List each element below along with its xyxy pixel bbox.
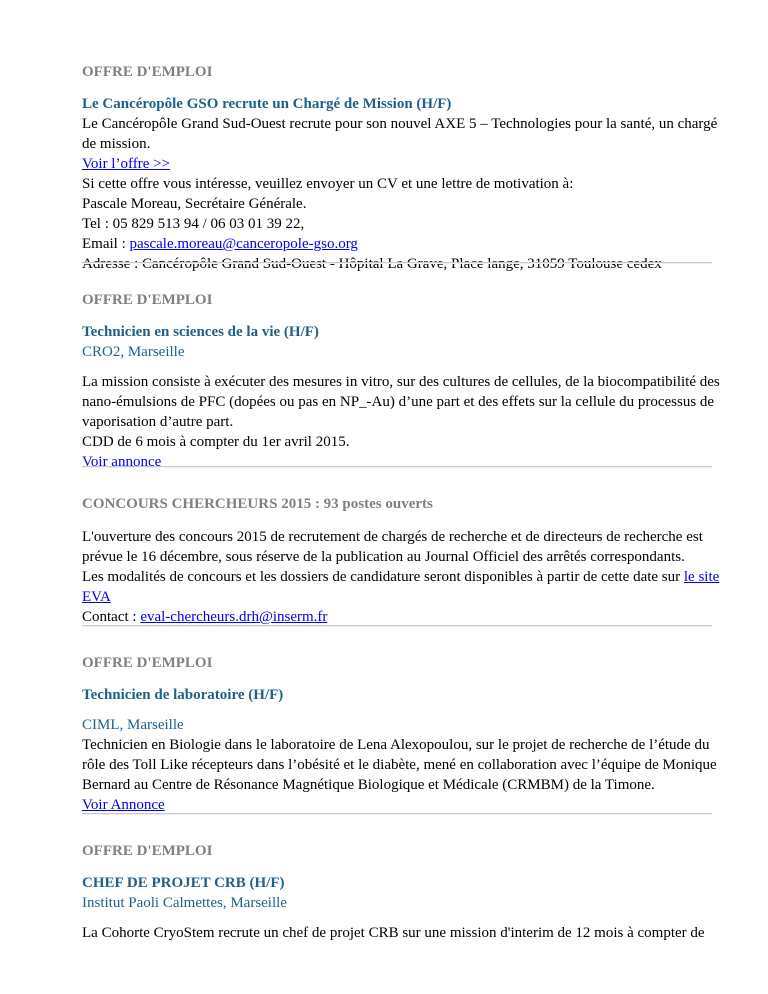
eva-site-link-cont[interactable]: EVA [82,589,111,605]
divider [82,262,712,264]
contact-intro: Si cette offre vous intéresse, veuillez envoyer un CV et une lettre de motivation à: [82,176,574,192]
job-organization: CRO2, Marseille [82,344,185,360]
concours-modalities: Les modalités de concours et les dossiers de candidature seront disponibles à partir de cette date sur [82,569,684,585]
email-label: Email : [82,236,130,252]
section-heading: OFFRE D'EMPLOI [82,64,213,80]
job-title: Technicien de laboratoire (H/F) [82,687,284,703]
contact-name: Pascale Moreau, Secrétaire Générale. [82,196,307,212]
divider [82,466,712,468]
job-description-cont: Bernard au Centre de Résonance Magnétique Biologique et Médicale (CRMBM) de la Timone. [82,777,655,793]
section-job-offer-2 [82,290,712,310]
section-5-body [82,873,712,913]
section-heading: OFFRE D'EMPLOI [82,843,213,859]
concours-description: L'ouverture des concours 2015 de recrutement de chargés de recherche et de directeurs de recherche est [82,529,703,545]
contact-email-link[interactable]: eval-chercheurs.drh@inserm.fr [140,609,328,625]
section-1-body [82,94,718,274]
section-4-body [82,715,717,815]
contract-info: CDD de 6 mois à compter du 1er avril 2015. [82,434,350,450]
view-offer-link[interactable]: Voir l’offre >> [82,156,171,172]
section-5-desc [82,923,712,943]
section-heading: OFFRE D'EMPLOI [82,292,213,308]
view-announcement-link[interactable]: Voir annonce [82,454,162,470]
concours-description-cont: prévue le 16 décembre, sous réserve de la publication au Journal Officiel des arrêtés correspondants. [82,549,685,565]
job-title: CHEF DE PROJET CRB (H/F) [82,875,285,891]
section-heading: CONCOURS CHERCHEURS 2015 : 93 postes ouverts [82,496,433,512]
job-description: La mission consiste à exécuter des mesures in vitro, sur des cultures de cellules, de la biocompatibilité des [82,374,720,390]
contact-address: Adresse : Cancéropôle Grand Sud-Ouest - Hôpital La Grave, Place lange, 31059 Toulouse cedex [82,256,662,272]
section-job-offer-4 [82,841,712,861]
eva-site-link[interactable]: le site [683,569,720,585]
section-job-offer-3 [82,653,712,673]
job-description-cont: de mission. [82,136,151,152]
contact-label: Contact : [82,609,141,625]
job-description-cont: vaporisation d’autre part. [82,414,234,430]
email-link[interactable]: pascale.moreau@canceropole-gso.org [129,236,358,252]
job-description: Technicien en Biologie dans le laboratoire de Lena Alexopoulou, sur le projet de recherche de l’étude du [82,737,710,753]
section-4-title [82,685,712,705]
divider [82,625,712,627]
job-organization: CIML, Marseille [82,717,184,733]
job-description-cont: nano-émulsions de PFC (dopées ou pas en NP_-Au) d’une part et des effets sur la cellule du processus de [82,394,715,410]
section-concours [82,494,712,514]
section-heading: OFFRE D'EMPLOI [82,655,213,671]
section-2-desc [82,372,720,472]
divider [82,813,712,815]
job-description: La Cohorte CryoStem recrute un chef de projet CRB sur une mission d'interim de 12 mois à compter de [82,925,705,941]
section-job-offer-1 [82,62,712,82]
contact-phone: Tel : 05 829 513 94 / 06 03 01 39 22, [82,216,305,232]
view-announcement-link[interactable]: Voir Annonce [82,797,165,813]
job-organization: Institut Paoli Calmettes, Marseille [82,895,287,911]
job-title: Le Cancéropôle GSO recrute un Chargé de Mission (H/F) [82,96,452,112]
section-2-body [82,322,712,362]
job-description: Le Cancéropôle Grand Sud-Ouest recrute pour son nouvel AXE 5 – Technologies pour la santé, un chargé [82,116,718,132]
job-title: Technicien en sciences de la vie (H/F) [82,324,319,340]
job-description-cont: rôle des Toll Like récepteurs dans l’obésité et le diabète, mené en collaboration avec l’équipe de Monique [82,757,717,773]
section-3-body [82,527,720,627]
